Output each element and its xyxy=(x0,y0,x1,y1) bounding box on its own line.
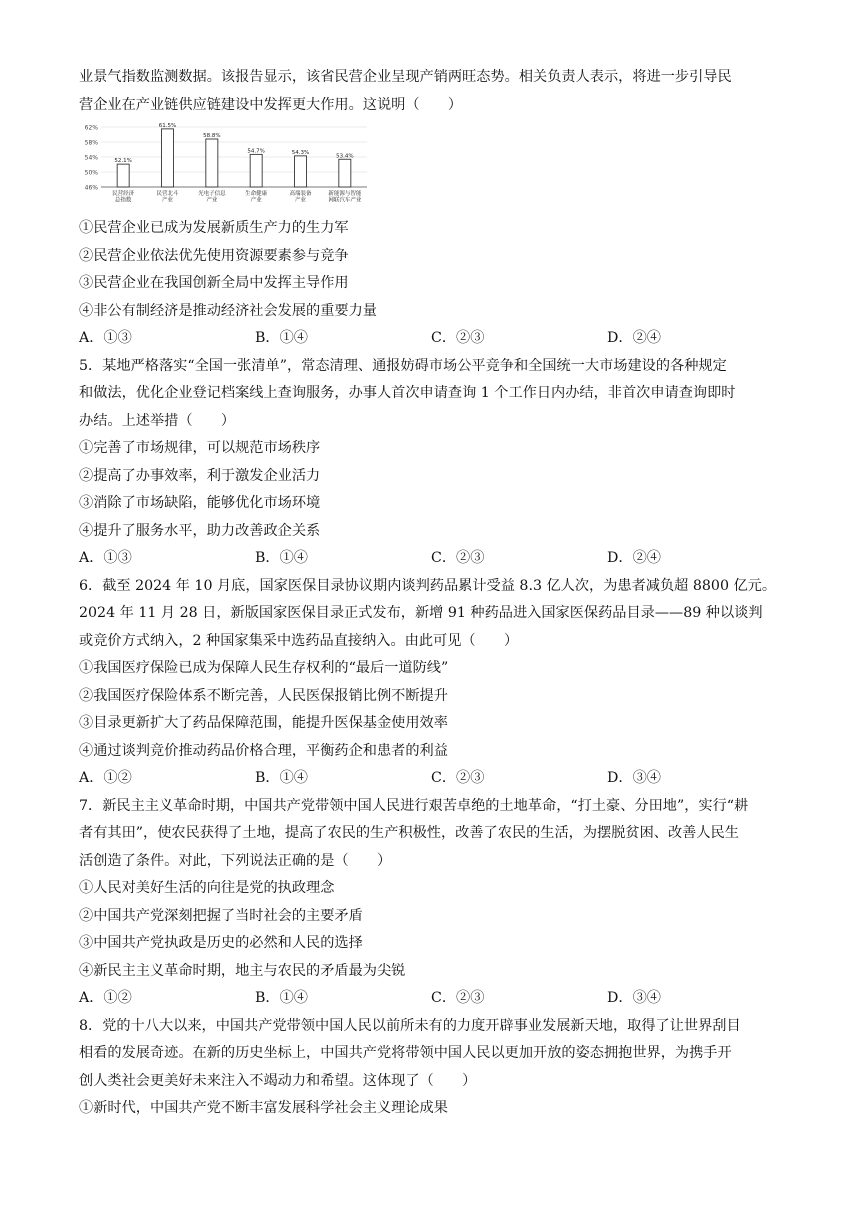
q6-statement-4: ④通过谈判竞价推动药品价格合理，平衡药企和患者的利益 xyxy=(79,742,448,759)
q4-statement-3: ③民营企业在我国创新全局中发挥主导作用 xyxy=(79,275,349,291)
q7-options xyxy=(79,985,783,1013)
chart-category-label: 高端装备 xyxy=(289,191,312,197)
q5-statement-1: ①完善了市场规律，可以规范市场秩序 xyxy=(79,440,321,456)
q6-stem-line: 6．截至 2024 年 10 月底，国家医保目录协议期内谈判药品累计受益 8.3 亿人次，为患者减负超 8800 亿元。 xyxy=(79,577,777,594)
q4-statement-2: ②民营企业依法优先使用资源要素参与竞争 xyxy=(79,247,349,264)
question-7 xyxy=(79,793,783,1013)
chart-category-label: 生命健康 xyxy=(245,191,268,197)
chart-category-label: 民营经济 xyxy=(112,191,135,197)
q5-option-c: C．②③ xyxy=(431,550,485,566)
chart-y-tick-label: 46% xyxy=(84,184,98,192)
question-6 xyxy=(79,573,783,793)
q4-option-a: A．①③ xyxy=(79,330,132,346)
q6-option-b: B．①④ xyxy=(255,770,308,786)
q5-stem-line: 办结。上述举措（ ） xyxy=(79,412,236,429)
q7-stem-line: 活创造了条件。对此，下列说法正确的是（ ） xyxy=(79,852,392,869)
q7-statement-4: ④新民主主义革命时期，地主与农民的矛盾最为尖锐 xyxy=(79,962,406,979)
chart-data-label: 61.5% xyxy=(158,122,177,129)
q7-option-a: A．①② xyxy=(79,990,132,1006)
q6-statement-3: ③目录更新扩大了药品保障范围，能提升医保基金使用效率 xyxy=(79,715,448,731)
chart-data-label: 53.4% xyxy=(336,153,354,160)
chart-y-tick-label: 58% xyxy=(84,139,98,147)
q7-statement-2: ②中国共产党深刻把握了当时社会的主要矛盾 xyxy=(79,907,363,924)
chart-bar xyxy=(117,164,129,187)
q7-stem-line: 7．新民主主义革命时期，中国共产党带领中国人民进行艰苦卓绝的土地革命，“打土豪、分田地”，实行“耕 xyxy=(79,797,749,814)
chart-category-label: 网联汽车产业 xyxy=(328,197,362,204)
chart-category-label: 产业 xyxy=(294,197,307,204)
q7-option-d: D．③④ xyxy=(607,990,661,1006)
q6-options xyxy=(79,765,783,793)
question-5 xyxy=(79,353,783,573)
q4-statement-4: ④非公有制经济是推动经济社会发展的重要力量 xyxy=(79,302,377,319)
chart-category-label: 产业 xyxy=(161,197,174,204)
chart-category-label: 光电子信息 xyxy=(198,191,226,197)
q5-option-d: D．②④ xyxy=(607,550,661,566)
q6-statement-2: ②我国医疗保险体系不断完善，人民医保报销比例不断提升 xyxy=(79,687,448,704)
q4-stem-line: 业景气指数监测数据。该报告显示，该省民营企业呈现产销两旺态势。相关负责人表示，将进一步引导民 xyxy=(79,69,732,85)
q7-option-c: C．②③ xyxy=(431,990,485,1006)
chart-bar xyxy=(250,154,262,187)
chart-category-label: 民营北斗 xyxy=(156,191,179,197)
q6-stem-line: 2024 年 11 月 28 日，新版国家医保目录正式发布，新增 91 种药品进入国家医保药品目录——89 种以谈判 xyxy=(79,605,763,621)
chart-category-label: 新能源与智能 xyxy=(328,191,362,197)
chart-bar xyxy=(295,156,307,187)
q4-options xyxy=(79,325,783,353)
q6-option-a: A．①② xyxy=(79,770,132,786)
q4-bar-chart xyxy=(79,121,369,213)
q8-stem-line: 创人类社会更美好未来注入不竭动力和希望。这体现了（ ） xyxy=(79,1072,477,1089)
q4-option-b: B．①④ xyxy=(255,330,308,346)
question-4 xyxy=(79,64,783,353)
q4-statement-1: ①民营企业已成为发展新质生产力的生力军 xyxy=(79,220,349,236)
q6-option-d: D．③④ xyxy=(607,770,661,786)
q7-statement-3: ③中国共产党执政是历史的必然和人民的选择 xyxy=(79,935,363,951)
q7-statement-1: ①人民对美好生活的向往是党的执政理念 xyxy=(79,880,335,896)
chart-y-tick-label: 62% xyxy=(84,124,98,132)
q8-stem-line: 相看的发展奇迹。在新的历史坐标上，中国共产党将带领中国人民以更加开放的姿态拥抱世界，为携手开 xyxy=(79,1045,732,1061)
q6-statement-1: ①我国医疗保险已成为保障人民生存权利的“最后一道防线” xyxy=(79,660,449,676)
q4-option-c: C．②③ xyxy=(431,330,485,346)
q5-statement-4: ④提升了服务水平，助力改善政企关系 xyxy=(79,522,321,539)
q5-stem-line: 5．某地严格落实“全国一张清单”，常态清理、通报妨碍市场公平竞争和全国统一大市场建设的各种规定 xyxy=(79,357,727,374)
q5-option-a: A．①③ xyxy=(79,550,132,566)
chart-category-label: 产业 xyxy=(250,197,262,204)
question-8 xyxy=(79,1013,783,1123)
q5-statement-3: ③消除了市场缺陷，能够优化市场环境 xyxy=(79,495,321,511)
chart-data-label: 52.1% xyxy=(114,158,132,165)
chart-bar xyxy=(339,159,351,187)
q6-stem-line: 或竞价方式纳入，2 种国家集采中选药品直接纳入。由此可见（ ） xyxy=(79,632,519,649)
chart-category-label: 总指数 xyxy=(114,197,132,204)
q5-statement-2: ②提高了办事效率，利于激发企业活力 xyxy=(79,467,321,484)
bar-chart-svg xyxy=(79,121,369,213)
q4-option-d: D．②④ xyxy=(607,330,661,346)
q5-option-b: B．①④ xyxy=(255,550,308,566)
q4-stem-line: 营企业在产业链供应链建设中发挥更大作用。这说明（ ） xyxy=(79,96,463,113)
chart-y-tick-label: 54% xyxy=(84,154,98,162)
exam-page xyxy=(79,64,783,1123)
chart-y-tick-label: 50% xyxy=(84,169,98,177)
q5-options xyxy=(79,545,783,573)
q7-stem-line: 者有其田”，使农民获得了土地，提高了农民的生产积极性，改善了农民的生活，为摆脱贫困、改善人民生 xyxy=(79,825,739,841)
q6-option-c: C．②③ xyxy=(431,770,485,786)
q8-statement-1: ①新时代，中国共产党不断丰富发展科学社会主义理论成果 xyxy=(79,1100,448,1116)
q7-option-b: B．①④ xyxy=(255,990,308,1006)
chart-data-label: 58.8% xyxy=(203,133,221,139)
q5-stem-line: 和做法，优化企业登记档案线上查询服务，办事人首次申请查询 1 个工作日内办结，非首次申请查询即时 xyxy=(79,385,736,401)
chart-data-label: 54.7% xyxy=(247,148,265,155)
q8-stem-line: 8．党的十八大以来，中国共产党带领中国人民以前所未有的力度开辟事业发展新天地，取得了让世界刮目 xyxy=(79,1017,741,1034)
chart-category-label: 产业 xyxy=(206,197,218,204)
chart-bar xyxy=(162,129,174,187)
chart-data-label: 54.3% xyxy=(291,149,310,156)
chart-bar xyxy=(206,139,218,187)
